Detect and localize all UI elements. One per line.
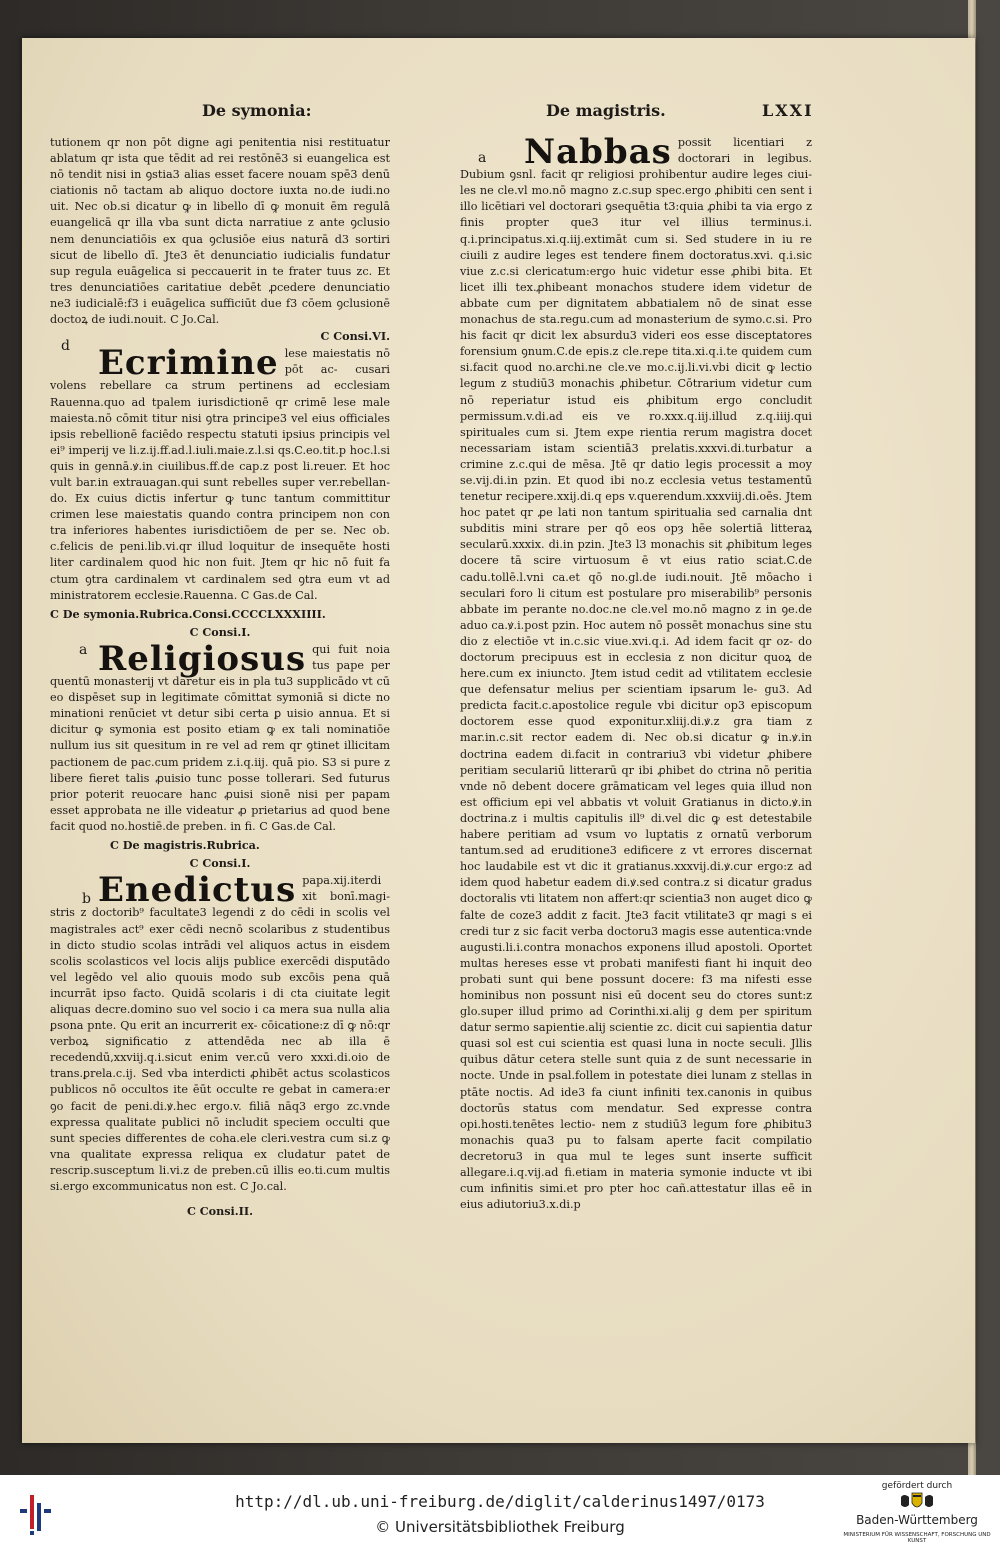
paragraph: tutionem qr non pōt digne agi penitentia nisi restituatur ablatum qr ista que tēdit ad rei restōnē3 si euangelica est nō tendit nisi in ꝯstia3 alias esset facere nouam spē3 denū ciationis nō tactam ab aliquo doctore iuxta no.de iudi.no uit. Nec ob.si dicatur ꝙ in libello dī ꝙ monuit ēm regulā euangelicā qr illa vba sunt dicta narratiue z ante ꝯclusio nem denunciatiōis ex qua ꝯclusiōe eius naturā d3 sortiri sicut de libello dī. Jte3 ēt denunciatio iudicialis fundatur sup regula euāgelica si peccauerit in te frater tuus zc. Et tres denunciatiōes caritatiue debēt ꝓcedere denunciatio ne3 iudicialē:f3 i euāgelica sufficiūt due f3 cōem ꝯclusionē doctoꝝ de iudi.nouit. C Jo.Cal. [50, 136, 390, 327]
consilium-marker: C Consi.II. [186, 1204, 254, 1219]
running-head-left: De symonia: [202, 101, 312, 120]
paragraph-body: stris z doctorib⁹ facultate3 legendi z do cēdi in scolis vel magistrales act⁹ exer cēdi necnō scolaribus z studentibus in dicto studio scolas intrādi vel aliquos actus in eisdem scolis scolasticos vel locis alijs publice exercēdi disputādo vel legēdo vel alio quouis modo sub excōis pena quā incurrāt ipso facto. Quidā scolaris i di cta ciuitate legit aliquas decre.domino suo vel socio i ca mera sua nulla alia ꝑsona pnte. Qu erit an incurrerit ex- cōicatione:z dī ꝙ nō:qr verboꝝ significatio z attendēda nec ab illa ē recedendū,xxviij.q.i.sicut enim ver.cū vero xxxi.di.oio de trans.ꝑrela.c.ij. Sed vba interdicti ꝓhibēt actus scolasticos publicos nō occultos ite ēūt occulte re gebat in camera:er ꝯo facit de peni.di.ꝟ.hec ergo.v. filiā nāq3 ergo zc.vnde expressa qualitate publici nō includit speciem occulti que sunt species differentes de coha.ele cleri.vestra cum si.z ꝙ vna qualitate expressa reliqua ex cludatur patet de rescrip.susceptum li.vi.z de preben.cū illis eo.ti.cum multis si.ergo excommunicatus non est. C Jo.cal. [50, 906, 390, 1193]
margin-letter-a-right: a [478, 150, 487, 166]
paragraph-with-initial [460, 132, 812, 1213]
baden-wuerttemberg-crest-icon [898, 1491, 936, 1513]
funded-by-label: gefördert durch [881, 1481, 953, 1491]
funder-block [838, 1481, 996, 1544]
page-url[interactable]: http://dl.ub.uni-freiburg.de/diglit/calderinus1497/0173 [235, 1492, 765, 1511]
consilium-marker: C Consi.I. [189, 856, 251, 871]
display-initial-word: Ecrimine [98, 343, 279, 384]
rubric-heading: C De magistris.Rubrica. [110, 838, 260, 853]
running-head-right: De magistris. [546, 101, 666, 120]
section-marker: C Consi.VI. [320, 329, 390, 344]
margin-letter-a-left: a [79, 642, 88, 658]
paragraph-body: quentū monasterij vt daretur eis in pla tu3 supplicādo vt cū eo dispēset sup in legitimate cōmittat symoniā si dicte no minationi renūciet vt detur sibi certa ꝑ uisio annua. Et si dicitur ꝙ symonia est posito etiam ꝙ ex tali nominatiōe nullum ius sit quesitum in re vel ad rem qr ꝯtinet illicitam pactionem de pac.cum pridem z.i.q.iij. quā pio. S3 si pure z libere fieret talis ꝓuisio tunc posse tollerari. Sed futurus prior poterit reuocare hanc ꝓuisi sionē nisi per papam esset approbata ne ille videatur ꝓ prietarius ad quod bene facit quod no.hostiē.de preben. in fi. C Gas.de Cal. [50, 675, 390, 833]
funder-ministry: MINISTERIUM FÜR WISSENSCHAFT, FORSCHUNG UND KUNST [843, 1532, 991, 1544]
copyright-notice: © Universitätsbibliothek Freiburg [375, 1518, 625, 1536]
rubric-heading: C De symonia.Rubrica.Consi.CCCCLXXXIIII. [50, 606, 326, 621]
display-initial-word: Religiosus [98, 638, 307, 679]
consilium-marker: C Consi.I. [189, 624, 251, 639]
paragraph-body: facit qr religiosi prohibentur audire leges ciui- les ne cle.vl mo.nō magno z.c.sup spec.ergo ꝓhibiti cen sent i illo licētiari vel doctorari ꝯsequētia t3:quia ꝓhibi ta via ergo z finis propter que3 itur vel illius terminus.i. q.i.principatus.xi.q.iij.extimāt cum si. Sed studere in iu re ciuili z audire leges est tendere finem doctoratus.xvi. q.i.sic viue z.c.si clericatum:ergo huic videtur esse ꝓhibi bita. Et licet illi tex.ꝓhibeant monachos studere idem videtur de abbate cum per dignitatem abbatialem nō de sinat esse monachus de sta.regu.cum ad monasterium de symo.c.si. Pro his facit qr dicit lex absurdu3 videri eos esse disceptatores forensium ꝯnum.C.de epis.z cle.repe tita.xi.q.i.te quidem cum si.facit quod no.archi.ne cle.ve mo.c.ij.li.vi.vbi dicit ꝙ lectio legum z studiū3 monachis ꝓhibetur. Cōtrarium videtur cum nō reperiatur istud eis ꝓhibitum ergo concludit permissum.v.di.ad eis ve ro.xxx.q.iij.illud z.q.iiij.qui spirituales cum si. Jtem expe rientia rerum magistra docet necessariam istam scientiā3 prelatis.xxxvi.di.turbatur a crimine z.c.qui de mēsa. Jtē qr datio legis processit a moy se.vij.di.in pzin. Et quod ibi no.z ecclesia vetus testamentū tenetur recipere.xxij.di.q eps v.querendum.xxxviij.di.oēs. Jtem hoc patet qr ꝓe lati non tantum spiritualia sed carnalia dnt subditis mini strare per qō eos opȝ hēe solertiā litteraꝝ secularū.xxxix. di.in pzin. Jte3 l3 monachis sit ꝓhibitum leges docere tā scire virtuosum ē vt eius ratio sciat.C.de cadu.tollē.l.vni ca.et qō no.gl.de iudi.nouit. Jtē mōacho i seculari foro li citum est postulare pro miserabilib⁹ personis abbate im perante no.doc.ne cle.vel mo.nō magno z in ꝯe.de aduo ca.ꝟ.i.post pzin. Hoc autem nō possēt monachus sine stu dio z electiōe vt in.c.sic viue.xvi.q.i. Ad idem facit qr oz- do doctorum precipuus est in ecclesia z non dicitur quoꝝ de here.cum ex iniuncto. Jtem istud cedit ad vtilitatem ecclesie que defensatur melius per scientiam ipsarum le- gu3. Ad predicta facit.c.apostolice regule vbi dicitur op3 episcopum doctorem esse quod exponitur.xliij.di.ꝟ.z gra tiam z mar.in.c.sit rector eadem di. Nec ob.si dicatur ꝙ in.ꝟ.in doctrina eadem di.facit in contrariu3 vbi videtur ꝓhibere peritiam seculariū litterarū qr ibi ꝓhibet do ctrina nō peritia vnde nō debent docere grāmaticam vel leges quia illud non est officium epi vel abbatis vt voluit Gratianus in dicto.ꝟ.in doctrina.z i multis capitulis ill⁹ di.vel dic ꝙ est detestabile habere peritiam ad vsum vo luptatis z ornatū verborum tantum.sed ad eruditione3 edificere z vt errores discernat hoc laudabile est vt dic it gratianus.xxxvij.di.ꝟ.cur ergo:z ad idem quod habetur eadem di.ꝟ.sed contra.z si dicatur gradus doctoralis vti litatem non affert:qr scientia3 non auget dico ꝙ falte de coze3 addit z facit. Jte3 facit vtilitate3 qr magi s ei credi tur z sic facit verba doctoru3 magis esse autentica:vnde augusti.li.i.contra monachos exponens illud apostoli. Oportet multas hereses esse vt probati manifesti fiant hi inquit deo probati sunt qui bene possunt docere: f3 ma nifesti esse hominibus non possunt nisi eū docent seu do ctores sunt:z glo.super illud primo ad Corinthi.xi.alij g dem per spiritum datur sermo sapientie.alij scientie zc. dicit cui sapientia datur quasi sol est cui scientia est quasi luna in nocte seculi. Jllis quibus dātur cetera stelle sunt quia z de sunt necessarie in nocte. Unde in psal.follem in potestate diei lunam z stellas in ptāte noctis. Ad ide3 fa ciunt infiniti tex.canonis in quibus doctorūs status com mendatur. Sed expresse contra opi.hosti.tenētes lectio- nem z studiū3 legum fore ꝓhibitu3 monachis qua3 pu to falsam aperte facit compilatio decretoru3 in qua mul te leges sunt inserte sufficit allegare.i.q.vij.ad fi.etiam in materia symonie inducte vt ibi cum infinitis simi.et pro pter hoc cañ.attestatur illas eē in eius adiutoriu3.x.di.p [460, 168, 812, 1212]
display-initial-word: Enedictus [98, 870, 297, 911]
initial-lead-text: papa.xij.iterdi xit bonī.magi- [302, 874, 390, 904]
paragraph-body: strum pertinens ad ecclesiam Rauenna.quo ad tpalem iurisdictionē qr crimē lese male maiesta.nō cōmit titur nisi ꝯtra principe3 vel eius officiales ipsis rebellionē faciēdo respectu statuti ipsius principis vel ei⁹ imperij ve li.z.ij.ff.ad.l.iuli.maie.z.l.si qs.C.eo.tit.p hoc.l.si quis in gennā.ꝟ.in ciuilibus.ff.de cap.z post li.reuer. Et hoc vult bar.in extrauagan.qui sunt rebelles super ver.rebellan- do. Ex cuius dictis infertur ꝙ tunc tantum committitur crimen lese maiestatis quando contra principem non con tra inferiores habentes iurisdictiōem de per se. Nec ob. c.felicis de peni.lib.vi.qr illud loquitur de insequēte hosti liter cardinalem quod hic non fuit. Jtem qr hic nō fuit fa ctum ꝯtra cardinalem vt cardinalem sed ꝯtra eum vt ad ministratorem ecclesie.Rauenna. C Gas.de Cal. [50, 379, 391, 602]
initial-lead-text: possit licentiari z doctorari in legibus. Dubium ꝯsnl. [460, 136, 812, 182]
paragraph-with-initial [50, 343, 391, 604]
display-initial-word: Nabbas [524, 132, 672, 172]
initial-lead-text: qui fuit noia tus pape per [312, 642, 390, 672]
paragraph-with-initial [50, 638, 390, 835]
funder-name: Baden-Württemberg [856, 1513, 978, 1527]
right-text-column [460, 132, 812, 1215]
margin-letter-b: b [82, 891, 91, 907]
paragraph-with-initial [50, 870, 390, 1195]
attribution-footer [0, 1475, 1000, 1544]
initial-lead-text: lese maiestatis nō pōt ac- cusari volens rebellare ca [50, 347, 390, 393]
left-text-column [50, 135, 390, 1221]
folio-number: LXXI [762, 101, 814, 120]
margin-letter-d: d [61, 338, 70, 354]
